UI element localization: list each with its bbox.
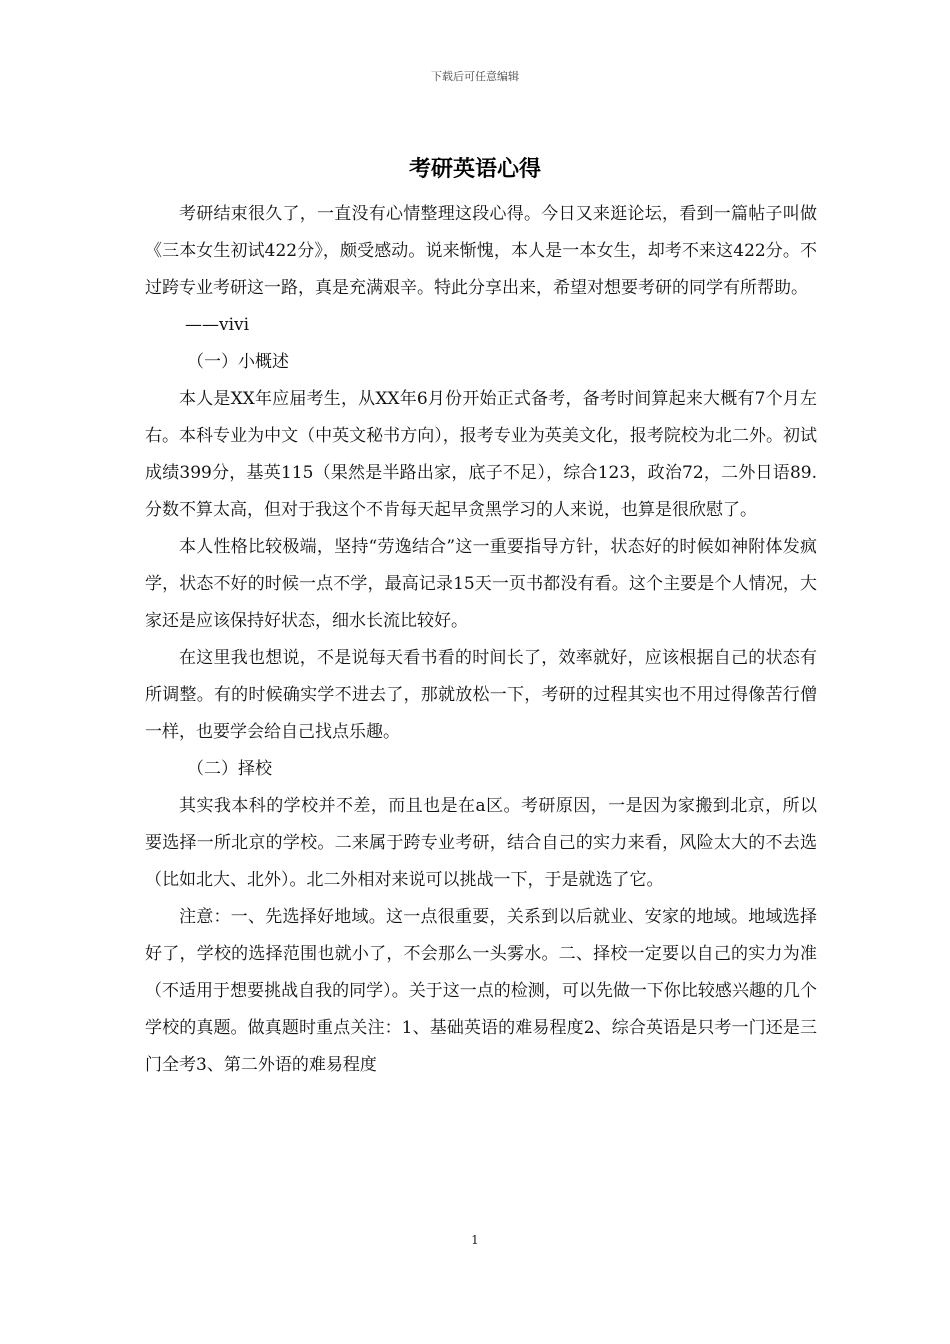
paragraph-background: 本人是XX年应届考生，从XX年6月份开始正式备考，备考时间算起来大概有7个月左右。本科专业为中文（中英文秘书方向），报考专业为英美文化，报考院校为北二外。初试成绩399分，基英115（果然是半路出家，底子不足），综合123，政治72，二外日语89.分数不算太高，但对于我这个不肯每天起早贪黑学习的人来说，也算是很欣慰了。 bbox=[145, 389, 817, 520]
section-heading-school-choice: （二）择校 bbox=[187, 759, 272, 779]
paragraph-intro: 考研结束很久了，一直没有心情整理这段心得。今日又来逛论坛，看到一篇帖子叫做《三本女生初试422分》，颇受感动。说来惭愧，本人是一本女生，却考不来这422分。不过跨专业考研这一路，真是充满艰辛。特此分享出来，希望对想要考研的同学有所帮助。 bbox=[145, 204, 817, 298]
paragraph-signature: ——vivi bbox=[185, 315, 250, 335]
section-heading-overview: （一）小概述 bbox=[187, 352, 289, 372]
page-header: 下载后可任意编辑 bbox=[431, 70, 519, 83]
paragraph-school-reason: 其实我本科的学校并不差，而且也是在a区。考研原因，一是因为家搬到北京，所以要选择一所北京的学校。二来属于跨专业考研，结合自己的实力来看，风险太大的不去选（比如北大、北外）。北二外相对来说可以挑战一下，于是就选了它。 bbox=[145, 796, 817, 890]
paragraph-personality: 本人性格比较极端，坚持“劳逸结合”这一重要指导方针，状态好的时候如神附体发疯学，状态不好的时候一点不学，最高记录15天一页书都没有看。这个主要是个人情况，大家还是应该保持好状态，细水长流比较好。 bbox=[145, 537, 817, 631]
paragraph-notes: 注意：一、先选择好地域。这一点很重要，关系到以后就业、安家的地域。地域选择好了，学校的选择范围也就小了，不会那么一头雾水。二、择校一定要以自己的实力为准（不适用于想要挑战自我的同学）。关于这一点的检测，可以先做一下你比较感兴趣的几个学校的真题。做真题时重点关注：1、基础英语的难易程度2、综合英语是只考一门还是三门全考3、第二外语的难易程度 bbox=[145, 907, 817, 1075]
paragraph-efficiency: 在这里我也想说，不是说每天看书看的时间长了，效率就好，应该根据自己的状态有所调整。有的时候确实学不进去了，那就放松一下，考研的过程其实也不用过得像苦行僧一样，也要学会给自己找点乐趣。 bbox=[145, 648, 817, 742]
document-title: 考研英语心得 bbox=[408, 157, 541, 182]
page-number: 1 bbox=[471, 1233, 479, 1247]
document-body bbox=[145, 196, 817, 1084]
